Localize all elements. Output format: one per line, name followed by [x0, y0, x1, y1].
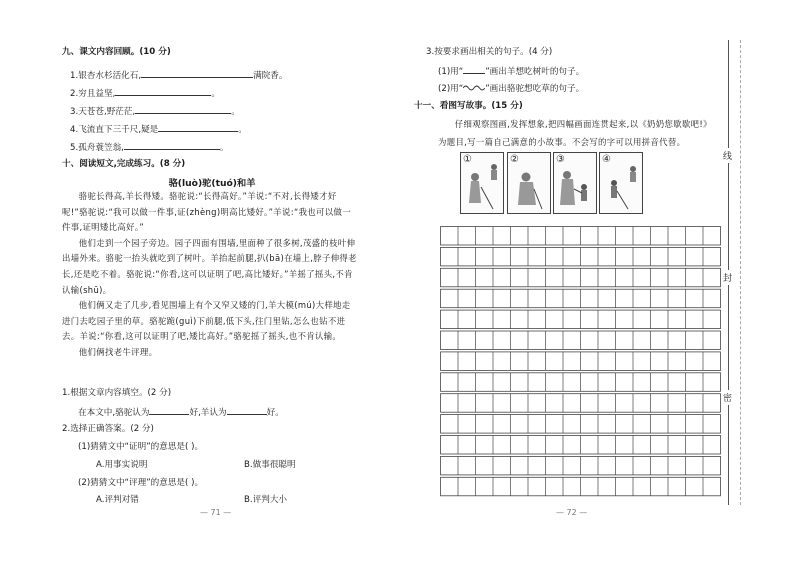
question-2-sub1: (1)猜猜文中“证明”的意思是( )。 — [78, 442, 204, 452]
comic-panel-2: ② — [507, 152, 551, 214]
comic-panel-1: ① — [460, 152, 504, 214]
recall-item-1: 1.银杏水杉活化石, 满院香。 — [70, 71, 288, 81]
binding-label: 密 — [723, 390, 732, 405]
section-11-title: 十一、看图写故事。(15 分) — [414, 101, 523, 111]
page-number: — 71 — — [200, 508, 232, 517]
answer-blank[interactable] — [227, 406, 267, 415]
question-3-title: 3.按要求画出相关的句子。(4 分) — [426, 47, 553, 57]
grandma-sweeping-icon — [461, 153, 503, 213]
story-paragraph: 他们俩又走了几步,看见围墙上有个又窄又矮的门,羊大模(mú)大样地走进门去吃园子里的草。骆驼跪(guì)下前腿,低下头,往门里钻,怎么也钻不进去。羊说:“你看,这可以证明了吧,矮比高好。”骆驼摇了摇头,也不肯认输。 — [62, 300, 351, 342]
answer-blank[interactable] — [149, 406, 189, 415]
option-a[interactable]: A.用事实说明 — [96, 460, 148, 470]
option-a[interactable]: A.评判对错 — [96, 495, 139, 505]
question-3-line-1: (1)用“ ”画出羊想吃树叶的句子。 — [438, 67, 585, 77]
story-paragraph: 他们走到一个园子旁边。园子四面有围墙,里面种了很多树,茂盛的枝叶伸出墙外来。骆驼一抬头就吃到了树叶。羊抬起前腿,扒(bā)在墙上,脖子伸得老长,还是吃不着。骆驼说:“你看,这可以证明了吧,高比矮好。”羊摇了摇头,不肯认输(shū)。 — [62, 237, 357, 295]
comic-panel-3: ③ — [553, 152, 597, 214]
question-1-fill: 在本文中,骆驼认为 好,羊认为 好。 — [78, 408, 284, 418]
section-10-title: 十、阅读短文,完成练习。(8 分) — [62, 159, 186, 169]
page-number: — 72 — — [556, 508, 588, 517]
binding-dash-line — [740, 40, 741, 505]
question-3-line-2: (2)用“ ”画出骆驼想吃草的句子。 — [438, 84, 585, 94]
option-b[interactable]: B.做事很聪明 — [244, 460, 296, 470]
answer-blank[interactable] — [141, 69, 253, 78]
answer-blank[interactable] — [115, 87, 211, 96]
straight-line-sample — [463, 65, 485, 74]
answer-blank[interactable] — [124, 141, 220, 150]
recall-item-2: 2.穷且益坚, 。 — [70, 89, 220, 99]
question-1-title: 1.根据文章内容填空。(2 分) — [62, 388, 172, 398]
recall-item-4: 4.飞流直下三千尺,疑是 。 — [70, 125, 247, 135]
wavy-line-sample — [463, 83, 485, 91]
writing-grid[interactable] — [440, 226, 722, 498]
option-b[interactable]: B.评判大小 — [244, 495, 288, 505]
story-paragraph: 骆驼长得高,羊长得矮。骆驼说:“长得高好。”羊说:“不对,长得矮才好呢!”骆驼说:“我可以做一件事,证(zhèng)明高比矮好。”羊说:“我也可以做一件事,证明矮比高好。” — [62, 191, 351, 233]
binding-label: 封 — [723, 270, 732, 285]
binding-label: 线 — [723, 148, 732, 163]
answer-blank[interactable] — [135, 105, 231, 114]
grandma-tired-icon — [508, 153, 550, 213]
question-2-title: 2.选择正确答案。(2 分) — [62, 424, 154, 434]
answer-blank[interactable] — [158, 123, 238, 132]
recall-item-5: 5.孤舟蓑笠翁, 。 — [70, 143, 229, 153]
story-paragraph: 他们俩找老牛评理。 — [78, 346, 158, 357]
writing-instructions: 仔细观察图画,发挥想象,把四幅画面连贯起来,以《奶奶您歇歇吧!》为题目,写一篇自己满意的小故事。不会写的字可以用拼音代替。 — [438, 119, 712, 147]
section-9-title: 九、课文内容回顾。(10 分) — [62, 47, 171, 57]
story-text — [62, 189, 359, 361]
question-2-sub2: (2)猜猜文中“评理”的意思是( )。 — [78, 478, 204, 488]
story-title: 骆(luò)驼(tuó)和羊 — [168, 178, 256, 189]
child-sweeping-icon — [600, 153, 642, 213]
recall-item-3: 3.天苍苍,野茫茫, 。 — [70, 107, 240, 117]
child-helping-icon — [554, 153, 596, 213]
comic-panel-4: ④ — [599, 152, 643, 214]
